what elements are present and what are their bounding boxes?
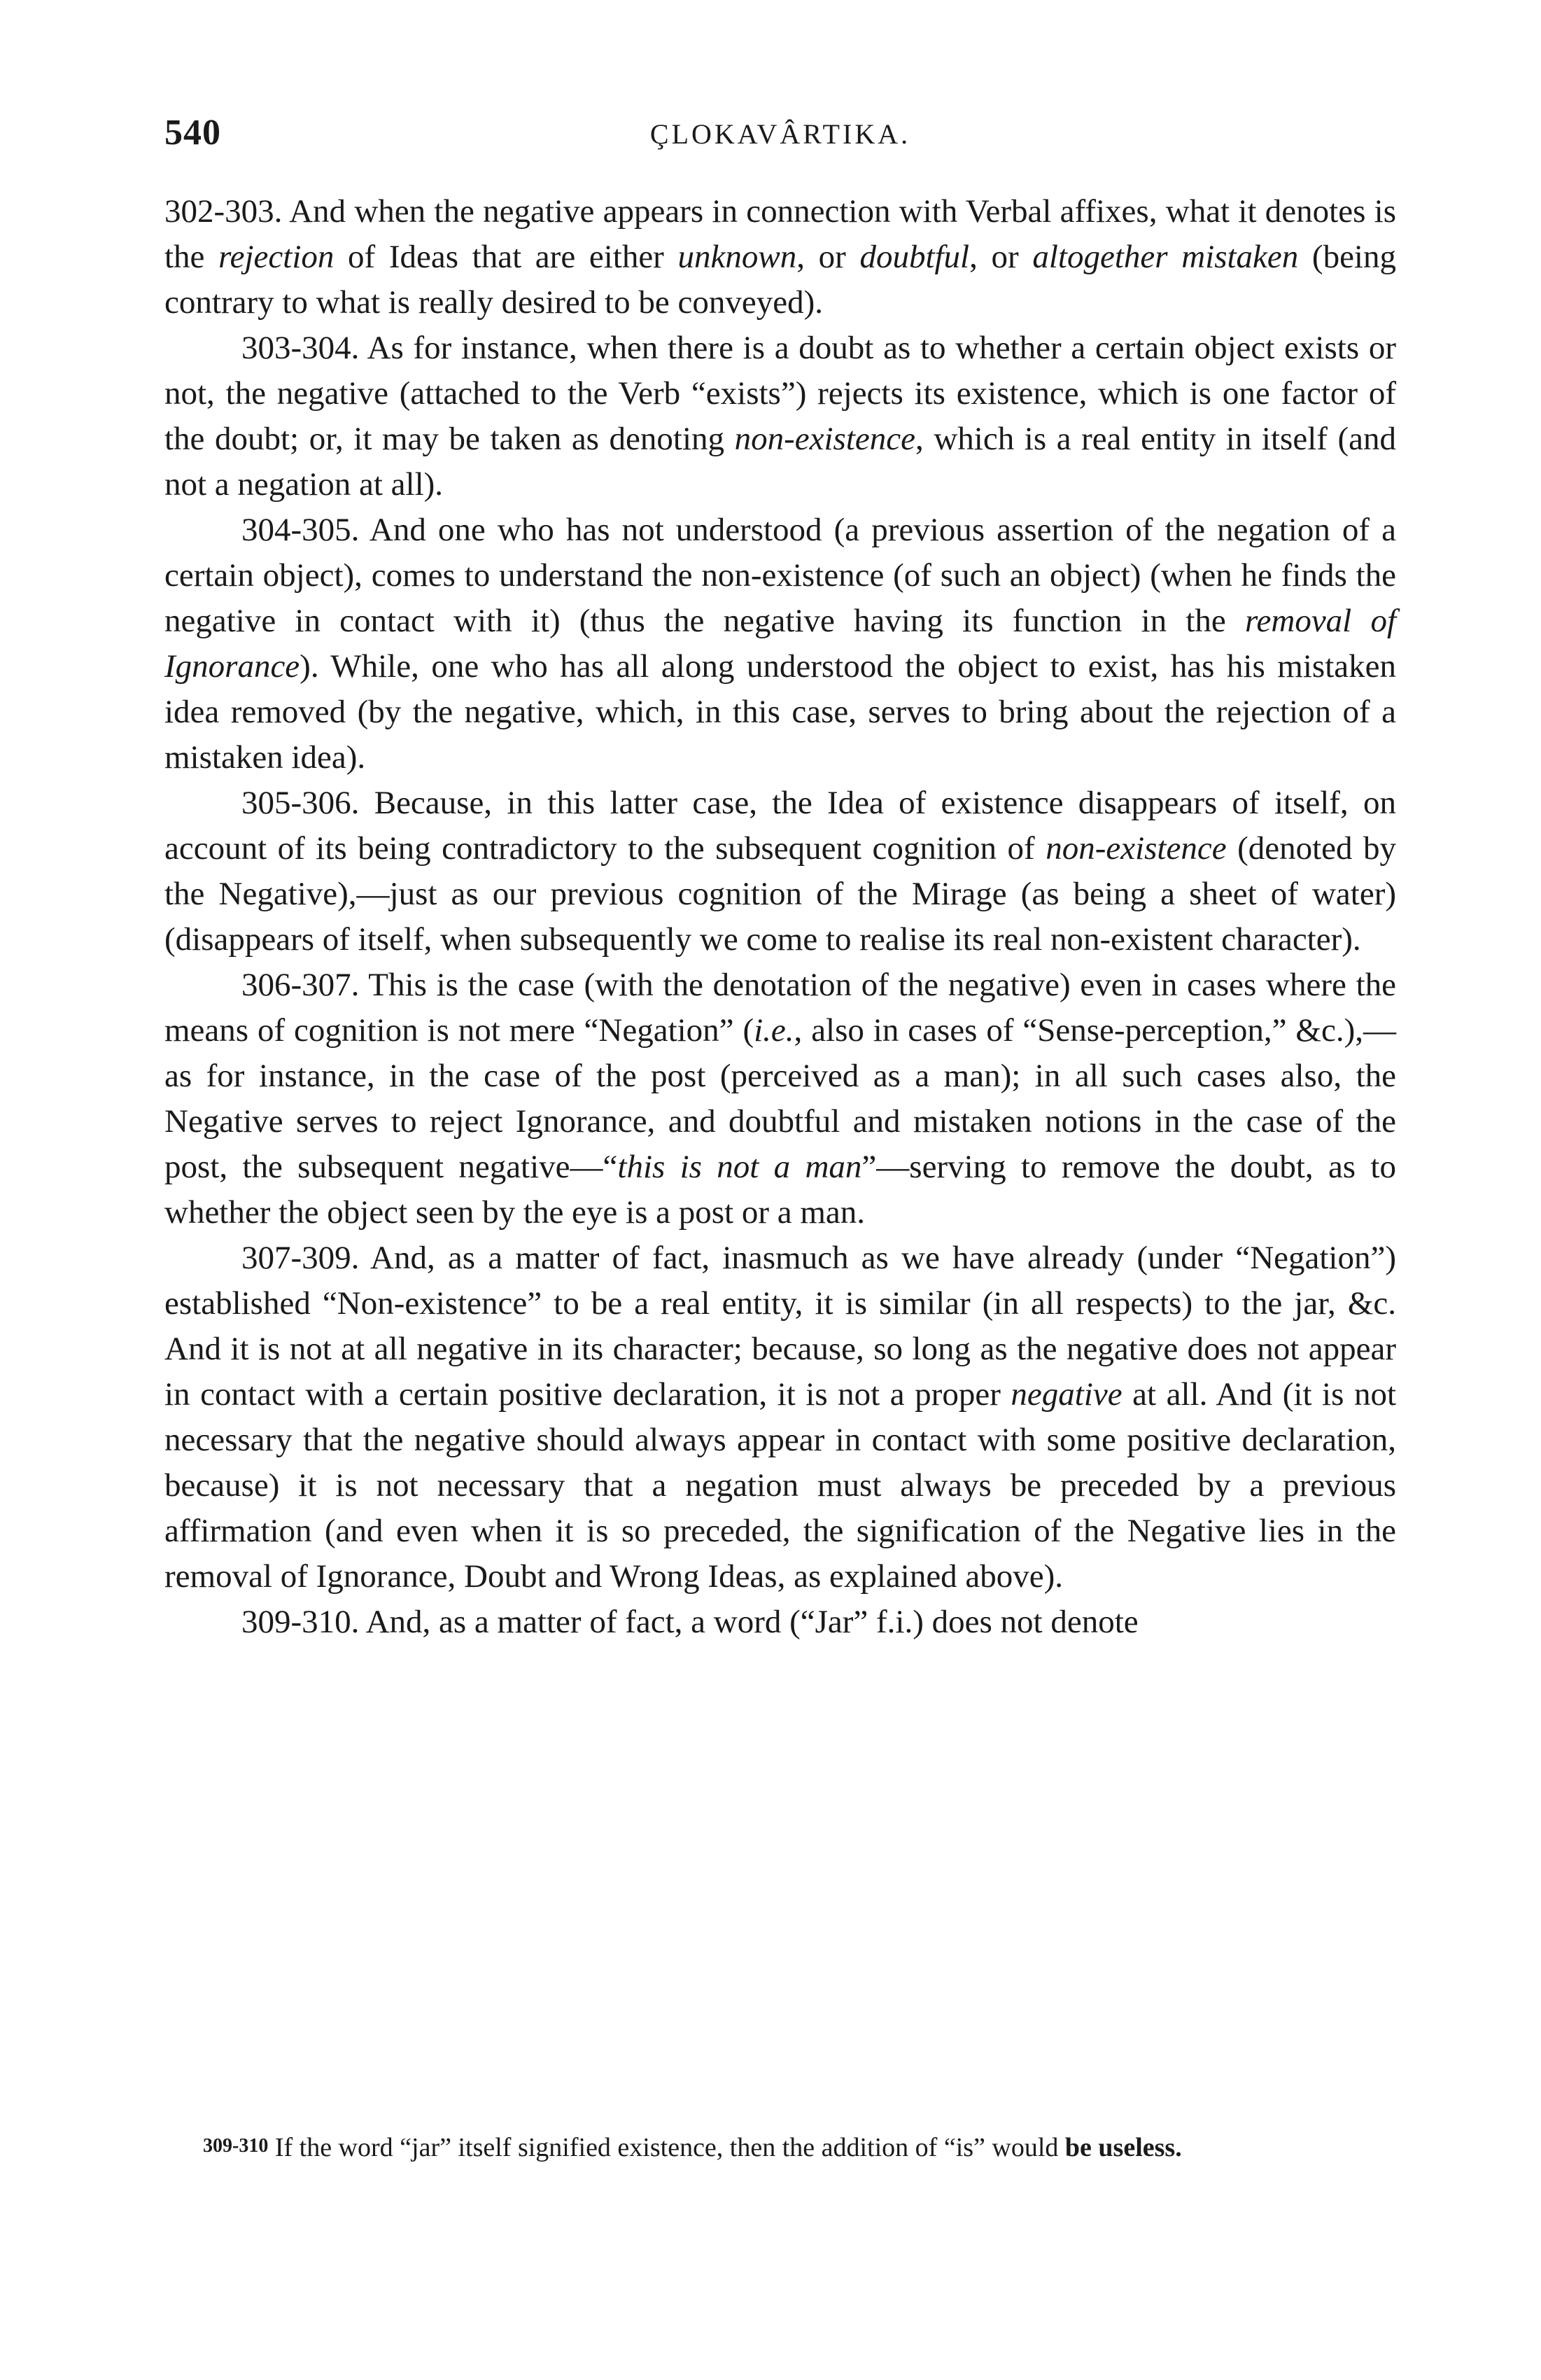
italic-run: unknown: [677, 239, 797, 275]
verse-number: 309-310.: [241, 1604, 360, 1640]
text-run: And, as a matter of fact, inasmuch as we have already (under “Negation”) established “Non-existence” to be a real entity, it is similar (in all respects) to the jar, &c. And it is not at all negative in its character; because, so long as the negative does not appear in contact with a certain positive declaration, it is not a proper: [164, 1240, 1396, 1413]
paragraph-309-310: [164, 1600, 1396, 1645]
verse-number: 302-303.: [164, 193, 283, 230]
body-text: [164, 189, 1396, 1645]
text-run: This is the case (with the denotation of the negative) even in cases where the means of cognition is not mere “Negation” (: [164, 967, 1396, 1049]
footnote-end: be useless.: [1064, 2133, 1182, 2162]
paragraph-303-304: [164, 326, 1396, 507]
text-run: , or: [796, 239, 860, 275]
text-run: at all. And (it is not necessary that the negative should always appear in contact with some positive declaration, because) it is not necessary that a negation must always be preceded by a previous affirmation (and even when it is so preceded, the signification of the Negative lies in the removal of Ignorance, Doubt and Wrong Ideas, as explained above).: [164, 1376, 1396, 1595]
italic-run: this is not a man: [617, 1149, 862, 1185]
text-run: of Ideas that are either: [334, 239, 678, 275]
paragraph-302-303: [164, 189, 1396, 326]
text-run: , also in cases of “Sense-perception,” &c.),—as for instance, in the case of the post (perceived as a man); in all such cases also, the Negative serves to reject Ignorance, and doubtful and mistaken notions in the case of the post, the subsequent negative—“: [164, 1012, 1397, 1185]
italic-run: i.e.: [754, 1012, 794, 1049]
italic-run: doubtful: [859, 239, 970, 275]
footnote: [164, 2128, 1396, 2166]
paragraph-304-305: [164, 507, 1396, 780]
text-run: And, as a matter of fact, a word (“Jar” f.i.) does not denote: [359, 1604, 1139, 1640]
text-run: , which is a real entity in itself (and not a negation at all).: [164, 421, 1397, 503]
italic-run: negative: [1011, 1376, 1123, 1413]
italic-run: non-existence: [1046, 830, 1227, 867]
italic-run: rejection: [218, 239, 335, 275]
text-run: And one who has not understood (a previous assertion of the negation of a certain object), comes to understand the non-existence (of such an object) (when he finds the negative in contact with it) (thus the negative having its function in the: [164, 512, 1396, 639]
verse-number: 307-309.: [241, 1240, 360, 1276]
text-run: ”—serving to remove the doubt, as to whether the object seen by the eye is a post or a man.: [164, 1149, 1396, 1231]
paragraph-307-309: [164, 1236, 1396, 1600]
text-run: Because, in this latter case, the Idea of existence disappears of itself, on account of its being contradictory to the subsequent cognition of: [164, 785, 1396, 867]
text-run: As for instance, when there is a doubt as to whether a certain object exists or not, the negative (attached to the Verb “exists”) rejects its existence, which is one factor of the doubt; or, it may be taken as denoting: [164, 330, 1396, 457]
paragraph-306-307: [164, 962, 1396, 1236]
text-run: , or: [969, 239, 1033, 275]
footnote-text: If the word “jar” itself signified existence, then the addition of “is” would: [268, 2133, 1065, 2162]
verse-number: 306-307.: [241, 967, 360, 1003]
verse-number: 303-304.: [241, 330, 360, 366]
italic-run: removal of Ignorance: [164, 603, 1396, 685]
text-run: And when the negative appears in connection with Verbal affixes, what it denotes is the: [164, 193, 1396, 275]
verse-number: 305-306.: [241, 785, 360, 821]
text-run: (denoted by the Negative),—just as our previous cognition of the Mirage (as being a sheet of water) (disappears of itself, when subsequently we come to realise its real non-existent character).: [164, 830, 1397, 958]
text-run: ). While, one who has all along understood the object to exist, has his mistaken idea removed (by the negative, which, in this case, serves to bring about the rejection of a mistaken idea).: [164, 648, 1396, 776]
footnote-number: 309-310: [203, 2135, 269, 2157]
page-header: [164, 112, 1396, 168]
italic-run: altogether mistaken: [1032, 239, 1299, 275]
running-title: ÇLOKAVÂRTIKA.: [649, 118, 911, 150]
verse-number: 304-305.: [241, 512, 360, 548]
page-number: 540: [164, 113, 221, 153]
paragraph-305-306: [164, 780, 1396, 962]
text-run: (being contrary to what is really desired to be conveyed).: [164, 239, 1396, 321]
italic-run: non-existence: [734, 421, 915, 457]
